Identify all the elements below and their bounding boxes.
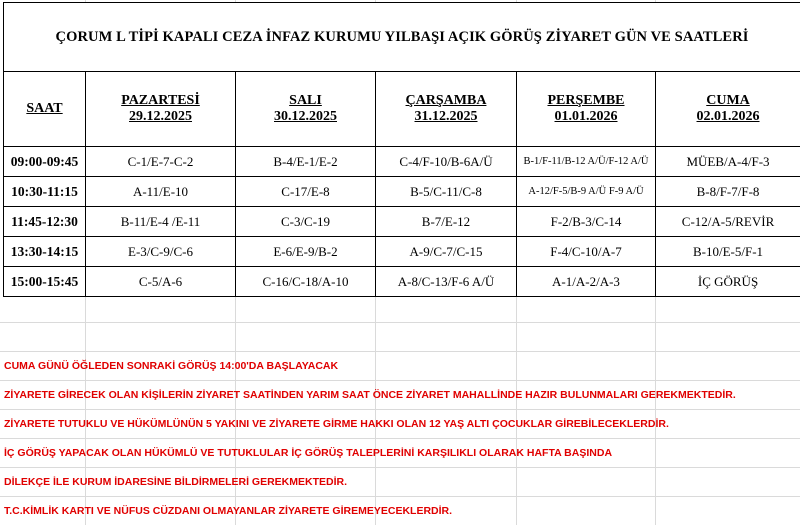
schedule-cell[interactable]: E-6/E-9/B-2 [236,237,376,267]
note-inner-visit[interactable]: İÇ GÖRÜŞ YAPACAK OLAN HÜKÜMLÜ VE TUTUKLULAR İÇ GÖRÜŞ TALEPLERİNİ KARŞILIKLI OLARAK HAFTA BAŞINDA [4,447,613,459]
day-header-friday[interactable] [656,72,800,147]
note-visitor-limit[interactable]: ZİYARETE TUTUKLU VE HÜKÜMLÜNÜN 5 YAKINI VE ZİYARETE GİRME HAKKI OLAN 12 YAŞ ALTI ÇOCUKLAR GİREBİLECEKLERDİR. [4,418,669,430]
schedule-cell[interactable]: C-4/F-10/B-6A/Ü [376,147,517,177]
day-name: PAZARTESİ [121,93,200,108]
schedule-cell[interactable]: C-1/E-7-C-2 [86,147,236,177]
schedule-cell[interactable]: C-16/C-18/A-10 [236,267,376,297]
schedule-cell[interactable]: A-9/C-7/C-15 [376,237,517,267]
schedule-cell[interactable]: A-8/C-13/F-6 A/Ü [376,267,517,297]
schedule-cell[interactable]: B-4/E-1/E-2 [236,147,376,177]
table-row [4,147,800,177]
schedule-cell[interactable]: B-5/C-11/C-8 [376,177,517,207]
day-name: SALI [289,93,322,108]
day-date: 29.12.2025 [129,109,192,124]
day-header-thursday[interactable] [517,72,656,147]
table-row [4,237,800,267]
schedule-cell[interactable]: E-3/C-9/C-6 [86,237,236,267]
day-header-tuesday[interactable] [236,72,376,147]
schedule-cell[interactable]: B-1/F-11/B-12 A/Ü/F-12 A/Ü [517,147,656,177]
time-slot-cell[interactable]: 09:00-09:45 [4,147,86,177]
time-header-cell[interactable] [4,72,86,147]
schedule-cell[interactable]: B-7/E-12 [376,207,517,237]
schedule-cell[interactable]: A-1/A-2/A-3 [517,267,656,297]
day-date: 01.01.2026 [554,109,618,124]
schedule-cell[interactable]: C-12/A-5/REVİR [656,207,800,237]
day-date: 02.01.2026 [696,109,760,124]
schedule-cell[interactable]: F-4/C-10/A-7 [517,237,656,267]
day-name: CUMA [706,93,750,108]
table-row [4,267,800,297]
schedule-cell[interactable]: A-12/F-5/B-9 A/Ü F-9 A/Ü [517,177,656,207]
note-friday-start[interactable]: CUMA GÜNÜ ÖĞLEDEN SONRAKİ GÖRÜŞ 14:00'DA BAŞLAYACAK [4,360,339,372]
schedule-cell[interactable]: B-10/E-5/F-1 [656,237,800,267]
time-slot-cell[interactable]: 11:45-12:30 [4,207,86,237]
day-date: 31.12.2025 [414,109,478,124]
visit-schedule-table [3,2,800,297]
day-header-wednesday[interactable] [376,72,517,147]
schedule-cell[interactable]: B-11/E-4 /E-11 [86,207,236,237]
schedule-cell[interactable]: A-11/E-10 [86,177,236,207]
time-slot-cell[interactable]: 13:30-14:15 [4,237,86,267]
day-date: 30.12.2025 [274,109,337,124]
day-name: ÇARŞAMBA [405,93,487,108]
schedule-title[interactable]: ÇORUM L TİPİ KAPALI CEZA İNFAZ KURUMU YILBAŞI AÇIK GÖRÜŞ ZİYARET GÜN VE SAATLERİ [4,3,800,72]
note-arrival-time[interactable]: ZİYARETE GİRECEK OLAN KİŞİLERİN ZİYARET SAATİNDEN YARIM SAAT ÖNCE ZİYARET MAHALLİNDE HAZIR BULUNMALARI GEREKMEKTEDİR. [4,389,736,401]
time-slot-cell[interactable]: 15:00-15:45 [4,267,86,297]
schedule-cell[interactable]: B-8/F-7/F-8 [656,177,800,207]
day-header-monday[interactable] [86,72,236,147]
day-name: PERŞEMBE [547,93,625,108]
schedule-cell[interactable]: F-2/B-3/C-14 [517,207,656,237]
schedule-cell[interactable]: C-17/E-8 [236,177,376,207]
note-petition[interactable]: DİLEKÇE İLE KURUM İDARESİNE BİLDİRMELERİ GEREKMEKTEDİR. [4,476,348,488]
schedule-cell[interactable]: C-5/A-6 [86,267,236,297]
table-row [4,177,800,207]
schedule-cell[interactable]: C-3/C-19 [236,207,376,237]
time-slot-cell[interactable]: 10:30-11:15 [4,177,86,207]
table-row [4,207,800,237]
note-id-required[interactable]: T.C.KİMLİK KARTI VE NÜFUS CÜZDANI OLMAYANLAR ZİYARETE GİREMEYECEKLERDİR. [4,505,453,517]
schedule-cell[interactable]: MÜEB/A-4/F-3 [656,147,800,177]
time-header: SAAT [26,101,63,116]
schedule-cell[interactable]: İÇ GÖRÜŞ [656,267,800,297]
